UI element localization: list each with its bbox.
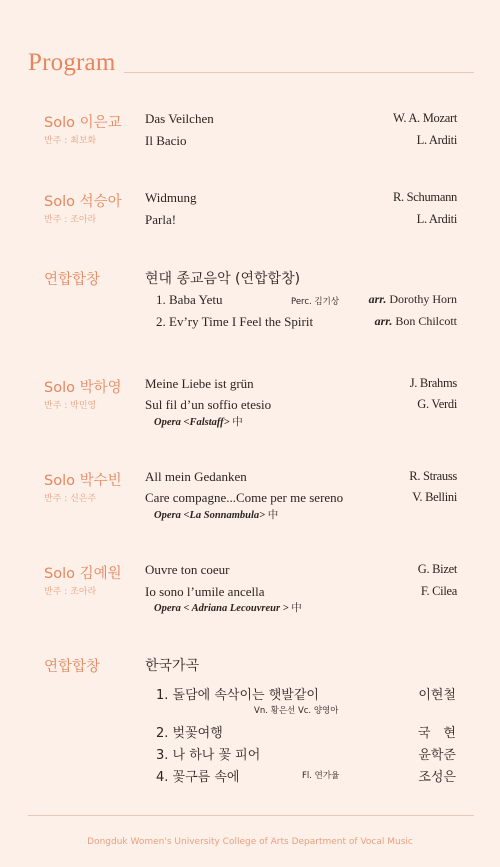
instrument-note: Fl. 연가율 [302, 771, 340, 781]
composer: R. Strauss [409, 469, 457, 483]
opera-name: Opera <Falstaff> [154, 417, 230, 428]
composer: G. Bizet [417, 562, 457, 576]
instrument-note: Vn. 황은선 Vc. 양영아 [254, 706, 339, 716]
song-title: Care compagne...Come per me sereno [145, 490, 344, 505]
opera-source [154, 507, 278, 522]
opera-name: Opera <La Sonnambula> [154, 510, 266, 521]
choir-item-title: 4. 꽃구름 속에 [156, 770, 240, 785]
choir-item-title: 2. 벚꽃여행 [156, 726, 223, 741]
choir-heading: 연합합창 [44, 659, 101, 675]
accompanist: 반주 : 박민영 [44, 401, 97, 411]
song-title: Io sono l’umile ancella [145, 584, 265, 599]
song-title: Meine Liebe ist grün [145, 376, 254, 391]
performer-name: Solo 김예원 [44, 566, 122, 582]
opera-suffix: 中 [232, 416, 243, 428]
page-title: Program [28, 49, 116, 76]
opera-source [154, 600, 302, 615]
composer: F. Cilea [420, 584, 457, 598]
choir-item-title: 1. 돌담에 속삭이는 햇발같이 [156, 688, 319, 703]
composer: G. Verdi [417, 397, 457, 411]
song-title: Ouvre ton coeur [145, 562, 230, 577]
accompanist: 반주 : 조아라 [44, 215, 97, 225]
accompanist: 반주 : 조아라 [44, 587, 97, 597]
composer: L. Arditi [416, 133, 457, 147]
choir-item-title: 1. Baba Yetu [156, 292, 223, 307]
footer-divider [28, 815, 474, 816]
opera-suffix: 中 [267, 509, 279, 521]
performer-name: Solo 박수빈 [44, 473, 122, 489]
opera-suffix: 中 [291, 602, 302, 614]
composer: 윤학준 [418, 748, 456, 763]
performer-name: Solo 박하영 [44, 380, 122, 396]
opera-source [154, 414, 243, 429]
composer: V. Bellini [412, 490, 457, 504]
song-title: Il Bacio [145, 133, 187, 148]
composer: L. Arditi [416, 212, 457, 226]
instrument-note: Perc. 김기상 [291, 297, 340, 307]
choir-heading: 연합합창 [44, 272, 101, 288]
performer-name: Solo 석승아 [44, 194, 122, 210]
composer: J. Brahms [409, 376, 457, 390]
choir-program-title: 현대 종교음악 (연합합창) [145, 271, 301, 287]
arr-prefix: arr. [374, 314, 393, 328]
composer: 국 현 [417, 726, 456, 741]
song-title: Das Veilchen [145, 111, 214, 126]
choir-item-title: 3. 나 하나 꽃 피어 [156, 748, 261, 763]
arr-prefix: arr. [368, 292, 387, 306]
title-divider [124, 72, 474, 73]
composer: 이현철 [418, 688, 456, 703]
arranger-credit [375, 314, 457, 329]
accompanist: 반주 : 최보화 [44, 136, 97, 146]
arranger-credit [369, 292, 457, 307]
opera-name: Opera < Adriana Lecouvreur > [154, 603, 289, 614]
song-title: Widmung [145, 190, 197, 205]
song-title: Parla! [145, 212, 177, 227]
performer-name: Solo 이은교 [44, 115, 122, 131]
composer: W. A. Mozart [393, 111, 457, 125]
choir-program-title: 한국가곡 [145, 658, 200, 674]
composer: R. Schumann [392, 190, 457, 204]
composer: 조성은 [418, 770, 456, 785]
choir-item-title: 2. Ev’ry Time I Feel the Spirit [156, 314, 314, 329]
footer-text: Dongduk Women's University College of Arts Department of Vocal Music [87, 837, 413, 847]
accompanist: 반주 : 신은주 [44, 494, 97, 504]
arranger-name: Bon Chilcott [395, 314, 457, 328]
arranger-name: Dorothy Horn [389, 292, 457, 306]
song-title: Sul fil d’un soffio etesio [145, 397, 272, 412]
song-title: All mein Gedanken [145, 469, 247, 484]
